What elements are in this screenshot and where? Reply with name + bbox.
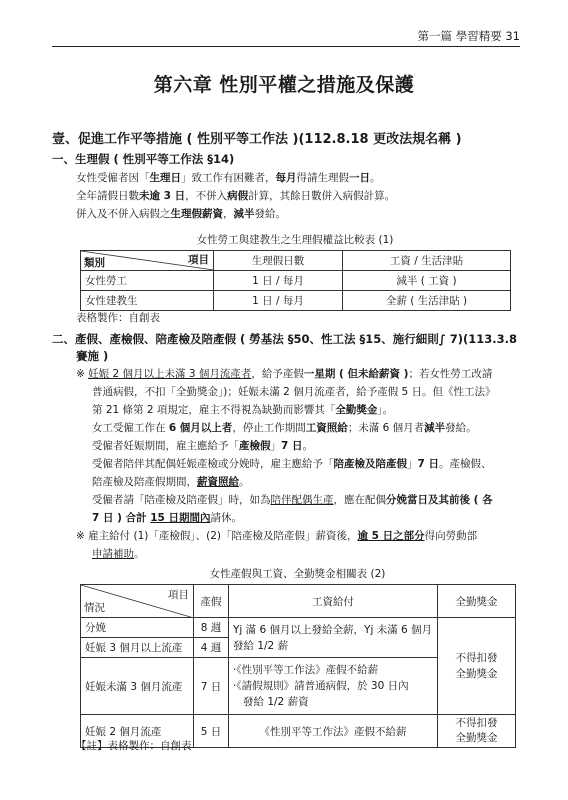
table2-cell: 不得扣發 全勤獎金 xyxy=(438,618,516,715)
table-row xyxy=(81,271,511,291)
running-head: 第一篇 學習精要 31 xyxy=(417,29,520,43)
note1-line6: 受僱者陪伴其配偶妊娠產檢或分娩時，雇主應給予「陪產檢及陪產假」7 日。產檢假、 xyxy=(92,458,492,470)
note1-line5: 受僱者妊娠期間，雇主應給予「產檢假」7 日。 xyxy=(92,440,313,452)
item1-paragraph-3: 併入及不併入病假之生理假薪資，減半發給。 xyxy=(76,208,286,220)
table2-cell: Yj 滿 6 個月以上發給全薪，Yj 未滿 6 個月 發給 1/2 薪 xyxy=(229,618,438,658)
table2-cell: 分娩 xyxy=(81,618,194,638)
table2-cell: 4 週 xyxy=(194,638,229,658)
chapter-title: 第六章 性別平權之措施及保護 xyxy=(153,74,415,96)
table1-header: 生理假日數 xyxy=(214,251,343,271)
table2-cell: 妊娠未滿 3 個月流產 xyxy=(81,658,194,715)
table-row xyxy=(81,618,516,638)
table1-corner-cell: 項目 類別 xyxy=(81,251,214,271)
item1-paragraph-1: 女性受僱者因「生理日」致工作有困難者，每月得請生理假一日。 xyxy=(76,172,381,184)
header-rule xyxy=(52,46,520,47)
note1-line8: 受僱者請「陪產檢及陪產假」時，如為陪伴配偶生產，應在配偶分娩當日及其前後 ( 各 xyxy=(92,494,493,506)
table1-cell: 減半 ( 工資 ) xyxy=(343,271,511,291)
table2-corner-cell: 項目 情況 xyxy=(81,585,194,618)
table2-header: 產假 xyxy=(194,585,229,618)
table2-cell: 不得扣發 全勤獎金 xyxy=(438,715,516,748)
note1-line9: 7 日 ) 合計 15 日期間內請休。 xyxy=(92,512,243,524)
note2-line2: 申請補助。 xyxy=(92,548,145,560)
table2 xyxy=(80,584,516,748)
item1-heading: 一、生理假 ( 性別平等工作法 §14) xyxy=(52,152,235,166)
table2-cell: 5 日 xyxy=(194,715,229,748)
table2-cell: ‧《性別平等工作法》產假不給薪 ‧《請假規則》請普通病假，於 30 日內 發給 1/2 薪資 xyxy=(229,658,438,715)
table1-caption: 女性勞工與建教生之生理假權益比較表 (1) xyxy=(196,234,394,246)
table2-cell: 妊娠 2 個月流產 xyxy=(81,715,194,748)
table1 xyxy=(80,250,511,311)
table2-cell: 《性別平等工作法》產假不給薪 xyxy=(229,715,438,748)
table1-cell: 1 日 / 每月 xyxy=(214,291,343,311)
note1-line2: 普通病假，不扣「全勤獎金」)；妊娠未滿 2 個月流產者，給予產假 5 日。但《性工法》 xyxy=(92,386,496,398)
item1-paragraph-2: 全年請假日數未逾 3 日，不併入病假計算，其餘日數併入病假計算。 xyxy=(76,190,396,202)
table-row xyxy=(81,291,511,311)
table2-caption: 女性產假與工資、全勤獎金相關表 (2) xyxy=(209,568,386,580)
item2-heading: 二、產假、產檢假、陪產檢及陪產假 ( 勞基法 §50、性工法 §15、施行細則∫ 7)(113.3.8 xyxy=(52,332,518,346)
table2-header: 全勤獎金 xyxy=(438,585,516,618)
table2-cell: 7 日 xyxy=(194,658,229,715)
note1-line7: 陪產檢及陪產假期間，薪資照給。 xyxy=(92,476,250,488)
table2-cell: 8 週 xyxy=(194,618,229,638)
note2-line1: ※ 雇主給付 (1)「產檢假」、(2)「陪產檢及陪產假」薪資後，逾 5 日之部分得向勞動部 xyxy=(76,530,478,542)
table1-cell: 女性勞工 xyxy=(81,271,214,291)
table1-cell: 全薪 ( 生活津貼 ) xyxy=(343,291,511,311)
table2-note: 【註】表格製作：自創表 xyxy=(76,740,192,752)
section-heading: 壹、促進工作平等措施 ( 性別平等工作法 )(112.8.18 更改法規名稱 ) xyxy=(52,132,462,147)
table2-cell: 妊娠 3 個月以上流產 xyxy=(81,638,194,658)
table1-header: 工資 / 生活津貼 xyxy=(343,251,511,271)
table1-source: 表格製作：自創表 xyxy=(76,312,160,324)
table2-header: 工資給付 xyxy=(229,585,438,618)
item2-heading-cont: 賽施 ) xyxy=(76,349,109,363)
note1-line1: ※ 妊娠 2 個月以上未滿 3 個月流產者，給予產假一星期 ( 但未給薪資 )；若女性勞工改請 xyxy=(76,368,493,380)
table1-cell: 女性建教生 xyxy=(81,291,214,311)
note1-line4: 女工受僱工作在 6 個月以上者，停止工作期間工資照給；未滿 6 個月者減半發給。 xyxy=(92,422,477,434)
note1-line3: 第 21 條第 2 項規定，雇主不得視為缺勤而影響其「全勤獎金」。 xyxy=(92,404,394,416)
table1-cell: 1 日 / 每月 xyxy=(214,271,343,291)
